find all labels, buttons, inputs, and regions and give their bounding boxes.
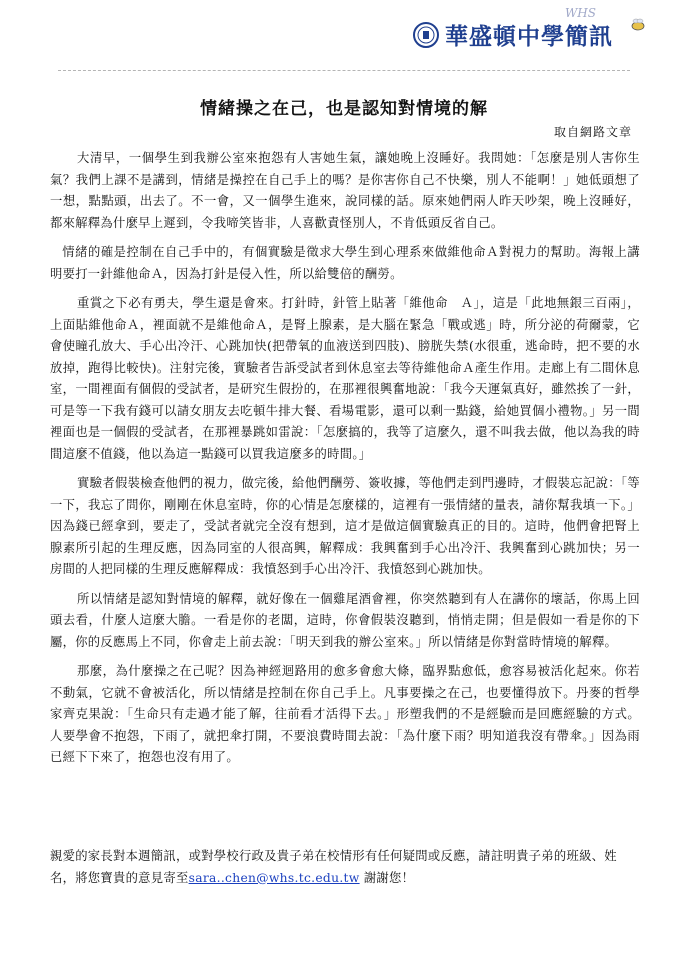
article-body [50, 148, 640, 777]
footer-note [50, 846, 640, 889]
newsletter-brand: 華盛頓中學簡訊 [445, 24, 613, 50]
paragraph: 大清早，一個學生到我辦公室來抱怨有人害她生氣，讓她晚上沒睡好。我問她：「怎麼是別人害你生氣？我們上課不是講到，情緒是操控在自己手上的嗎？是你害你自己不快樂，別人不能啊！」她低頭想了一想，點點頭，出去了。不一會，又一個學生進來，說同樣的話。原來她們兩人昨天吵架，晚上沒睡好，都來解釋為什麼早上遲到，令我啼笑皆非，人喜歡責怪別人，不肯低頭反省自己。 [50, 151, 640, 230]
paragraph: 所以情緒是認知對情境的解釋，就好像在一個雞尾酒會裡，你突然聽到有人在講你的壞話，你馬上回頭去看，什麼人這麼大膽。一看是你的老闆，這時，你會假裝沒聽到，悄悄走開；但是假如一看是你的下屬，你的反應馬上不同，你會走上前去說：「明天到我的辦公室來。」所以情緒是你對當時情境的解釋。 [50, 591, 640, 649]
footer-thanks: 謝謝您！ [359, 870, 415, 885]
school-seal-icon [413, 22, 439, 48]
footer-text: 親愛的家長對本週簡訊，或對學校行政及貴子弟在校情形有任何疑問或反應，請註明貴子弟的班級、姓名，將您寶貴的意見寄至 [50, 849, 617, 885]
header-divider [58, 70, 630, 71]
article-source: 取自網路文章 [553, 125, 632, 139]
paragraph: 那麼，為什麼操之在己呢？因為神經迴路用的愈多會愈大條，臨界點愈低，愈容易被活化起來。你若不動氣，它就不會被活化，所以情緒是控制在你自己手上。凡事要操之在己，也要懂得放下。丹麥的哲學家齊克果說：「生命只有走過才能了解，往前看才活得下去。」形塑我們的不是經驗而是回應經驗的方式。人要學會不抱怨，下雨了，就把傘打開，不要浪費時間去說：「為什麼下雨？明知道我沒有帶傘。」因為雨已經下下來了，抱怨也沒有用了。 [50, 664, 640, 764]
newsletter-header [0, 0, 688, 80]
paragraph: 實驗者假裝檢查他們的視力，做完後，給他們酬勞、簽收據，等他們走到門邊時，才假裝忘記說：「等一下，我忘了問你，剛剛在休息室時，你的心情是怎麼樣的，這裡有一張情緒的量表，請你幫我填一下。」因為錢已經拿到，要走了，受試者就完全沒有想到，這才是做這個實驗真正的目的。這時，他們會把腎上腺素所引起的生理反應，因為同室的人很高興，解釋成：我興奮到手心出冷汗、我興奮到心跳加快；另一房間的人把同樣的生理反應解釋成：我憤怒到手心出冷汗、我憤怒到心跳加快。 [50, 476, 640, 576]
paragraph: 重賞之下必有勇夫，學生還是會來。打針時，針管上貼著「維他命 Ａ」，這是「此地無銀三百兩」，上面貼維他命Ａ，裡面就不是維他命Ａ，是腎上腺素，是大腦在緊急「戰或逃」時，所分泌的荷爾蒙，它會使瞳孔放大、手心出冷汗、心跳加快(把帶氧的血液送到四肢)、膀胱失禁(水很重，逃命時，把不要的水放掉，跑得比較快)。注射完後，實驗者告訴受試者到休息室去等待維他命Ａ產生作用。走廊上有二間休息室，一間裡面有個假的受試者，是研究生假扮的，在那裡很興奮地說：「我今天運氣真好，雖然挨了一針，可是等一下我有錢可以請女朋友去吃頓牛排大餐、看場電影，還可以剩一點錢，給她買個小禮物。」另一間裡面也是一個假的受試者，在那裡暴跳如雷說：「怎麼搞的，我等了這麼久，還不叫我去做，他以為我的時間這麼不值錢，他以為這一點錢可以買我這麼多的時間。」 [50, 296, 640, 461]
bee-icon [628, 18, 648, 32]
newsletter-logo [413, 18, 613, 51]
footer-paragraph [50, 846, 640, 889]
whs-label: WHS [564, 6, 596, 20]
email-link[interactable]: sara..chen@whs.tc.edu.tw [188, 870, 360, 885]
article-title: 情緒操之在己，也是認知對情境的解 [200, 99, 488, 119]
paragraph: 情緒的確是控制在自己手中的，有個實驗是徵求大學生到心理系來做維他命Ａ對視力的幫助。海報上講明要打一針維他命Ａ，因為打針是侵入性，所以給雙倍的酬勞。 [50, 245, 640, 281]
